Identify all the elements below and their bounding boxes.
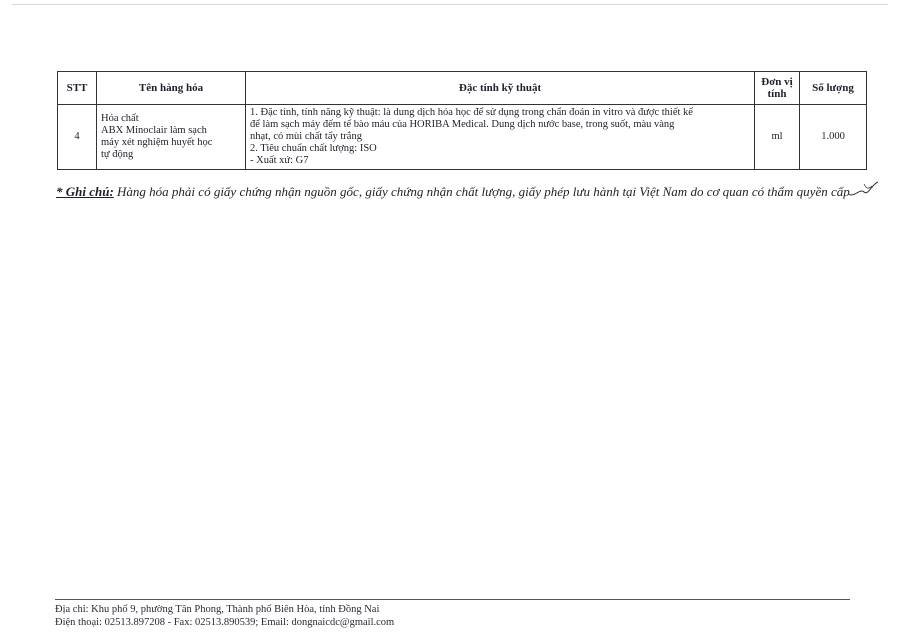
note-paragraph: [56, 184, 876, 199]
footer-contact: Điện thoại: 02513.897208 - Fax: 02513.890539; Email: dongnaicdc@gmail.com: [55, 617, 395, 628]
table-row: [58, 105, 867, 170]
spec-line: - Xuất xứ: G7: [250, 155, 309, 166]
spec-line: 2. Tiêu chuẩn chất lượng: ISO: [250, 143, 377, 154]
initials-signature: [846, 178, 880, 202]
table-header-row: [58, 72, 867, 105]
cell-unit: ml: [755, 105, 800, 170]
goods-spec-table: [57, 71, 867, 170]
header-name: Tên hàng hóa: [97, 72, 246, 105]
spec-line: nhạt, có mùi chất tẩy trắng: [250, 131, 362, 142]
cell-spec: [246, 105, 755, 170]
footer-address: Địa chỉ: Khu phố 9, phường Tân Phong, Thành phố Biên Hòa, tỉnh Đồng Nai: [55, 604, 380, 615]
cell-stt: 4: [58, 105, 97, 170]
cell-name: [97, 105, 246, 170]
page-top-edge: [12, 4, 888, 5]
header-unit: Đơn vị tính: [755, 72, 800, 105]
note-lead: [56, 184, 114, 199]
footer-divider: [55, 599, 850, 600]
header-spec: Đặc tính kỹ thuật: [246, 72, 755, 105]
name-line: tự động: [101, 149, 134, 160]
spec-line: 1. Đặc tính, tính năng kỹ thuật: là dung dịch hóa học để sử dụng trong chẩn đoán in vitro và được thiết kế: [250, 107, 693, 118]
name-line: Hóa chất: [101, 113, 139, 124]
note-lead-text: * Ghi chú:: [56, 184, 114, 199]
spec-line: để làm sạch máy đếm tế bào máu của HORIBA Medical. Dung dịch nước base, trong suốt, màu vàng: [250, 119, 675, 130]
note-text: Hàng hóa phải có giấy chứng nhận nguồn gốc, giấy chứng nhận chất lượng, giấy phép lưu hành tại Việt Nam do cơ quan có thẩm quyền cấp: [113, 184, 850, 199]
page-footer: [55, 603, 394, 629]
name-line: ABX Minoclair làm sạch: [101, 125, 207, 136]
header-qty: Số lượng: [800, 72, 867, 105]
header-stt: STT: [58, 72, 97, 105]
cell-qty: 1.000: [800, 105, 867, 170]
name-line: máy xét nghiệm huyết học: [101, 137, 213, 148]
